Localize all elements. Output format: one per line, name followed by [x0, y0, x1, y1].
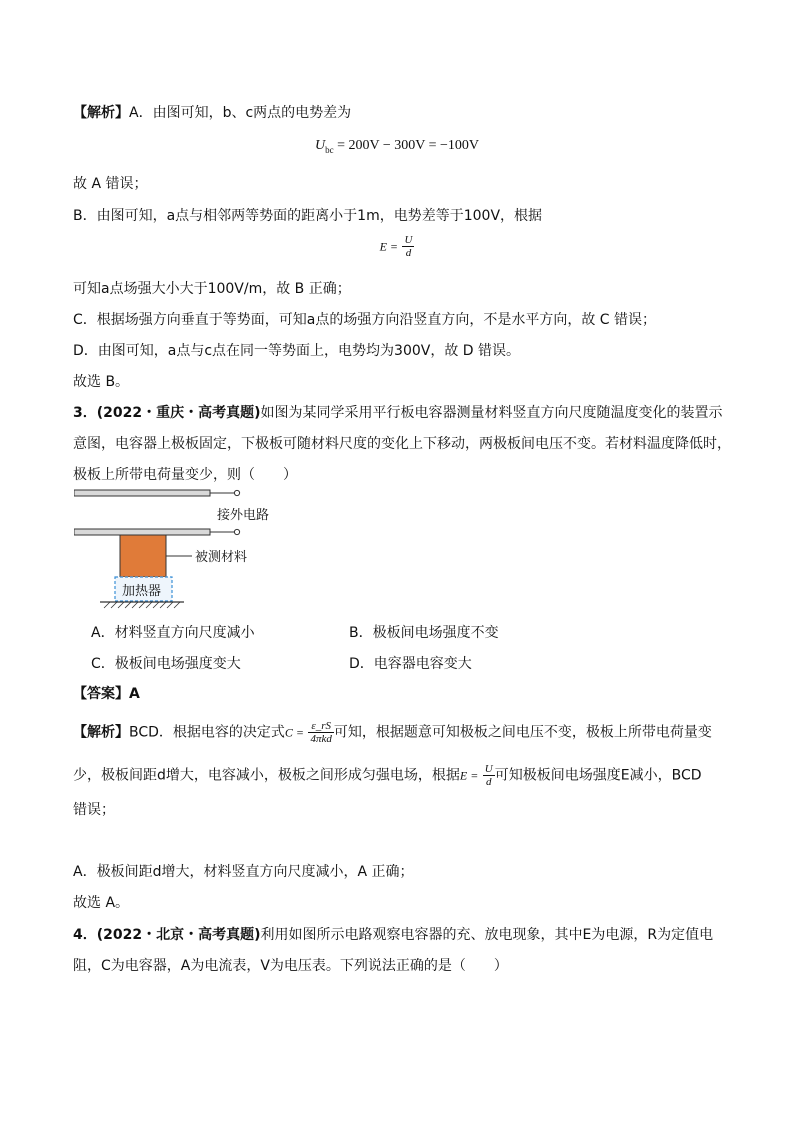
b-text-line: B．由图可知，a点与相邻两等势面的距离小于1m，电势差等于100V，根据 [73, 208, 543, 224]
capacitor-diagram [74, 486, 304, 616]
option-d[interactable]: D．电容器电容变大 [349, 656, 472, 672]
label-test-material: 被测材料 [195, 550, 248, 565]
q4-stem-line-1: 4．(2022・北京・高考真题)利用如图所示电路观察电容器的充、放电现象，其中E为电源，R为定值电 [73, 927, 714, 943]
lower-plate [74, 529, 210, 535]
q3-answer: 【答案】A [73, 686, 140, 702]
analysis-a-text: A．由图可知，b、c两点的电势差为 [129, 105, 352, 121]
q3-analysis-line-2: 少，极板间距d增大，电容减小，极板之间形成匀强电场，根据E = $\frac{U}{d}$ 可知极板间电场强度E减小，BCD [73, 763, 702, 788]
q3-choose-line: 故选 A。 [73, 895, 130, 911]
b-conclusion-line: 可知a点场强大小大于100V/m，故 B 正确； [73, 281, 351, 297]
field-fraction: $\frac{U}{d}$ [484, 763, 493, 788]
q3-stem-line-1: 3．(2022・重庆・高考真题)如图为某同学采用平行板电容器测量材料竖直方向尺度随温度变化的装置示 [73, 405, 723, 421]
ground-hatching [104, 602, 180, 608]
q3-analysis-line-1: 【解析】BCD．根据电容的决定式C = $\frac{\varepsilon\_rS}{\text{4πkd}}$ 可知，根据题意可知极板之间电压不变，极板上所带电荷量变 [73, 720, 712, 745]
analysis-tag: 【解析】 [73, 105, 129, 121]
d-text-line: D．由图可知，a点与c点在同一等势面上，电势均为300V，故 D 错误。 [73, 343, 521, 359]
q3-analysis-line-4: A．极板间距d增大，材料竖直方向尺度减小，A 正确； [73, 864, 414, 880]
option-b[interactable]: B．极板间电场强度不变 [349, 625, 499, 641]
q3-stem-line-3: 极板上所带电荷量变少，则（ ） [73, 467, 297, 483]
option-c[interactable]: C．极板间电场强度变大 [91, 656, 241, 672]
q3-header: 3．(2022・重庆・高考真题) [73, 405, 261, 421]
q4-header: 4．(2022・北京・高考真题) [73, 927, 261, 943]
test-material-block [120, 535, 166, 577]
upper-plate [74, 490, 210, 496]
q3-analysis-line-3: 错误； [73, 802, 115, 818]
option-a[interactable]: A．材料竖直方向尺度减小 [91, 625, 255, 641]
label-heater: 加热器 [122, 584, 162, 599]
lower-terminal [234, 529, 239, 534]
upper-terminal [234, 490, 239, 495]
analysis-line-a [73, 103, 351, 123]
capacitance-fraction: $\frac{\varepsilon\_rS}{\text{4πkd}}$ [310, 720, 332, 745]
q3-stem-line-2: 意图，电容器上极板固定，下极板可随材料尺度的变化上下移动，两极板间电压不变。若材料温度降低时， [73, 436, 731, 452]
a-wrong-line: 故 A 错误； [73, 176, 148, 192]
equation-e-ud: E = $\frac{U}{d}$ [379, 234, 413, 259]
choose-b-line: 故选 B。 [73, 374, 130, 390]
q4-stem-line-2: 阻，C为电容器，A为电流表，V为电压表。下列说法正确的是（ ） [73, 958, 508, 974]
equation-ubc: $U_{bc} = 200V - 300V = -100V$ [314, 138, 480, 155]
c-text-line: C．根据场强方向垂直于等势面，可知a点的场强方向沿竖直方向，不是水平方向，故 C 错误； [73, 312, 657, 328]
label-external-circuit: 接外电路 [217, 508, 270, 523]
